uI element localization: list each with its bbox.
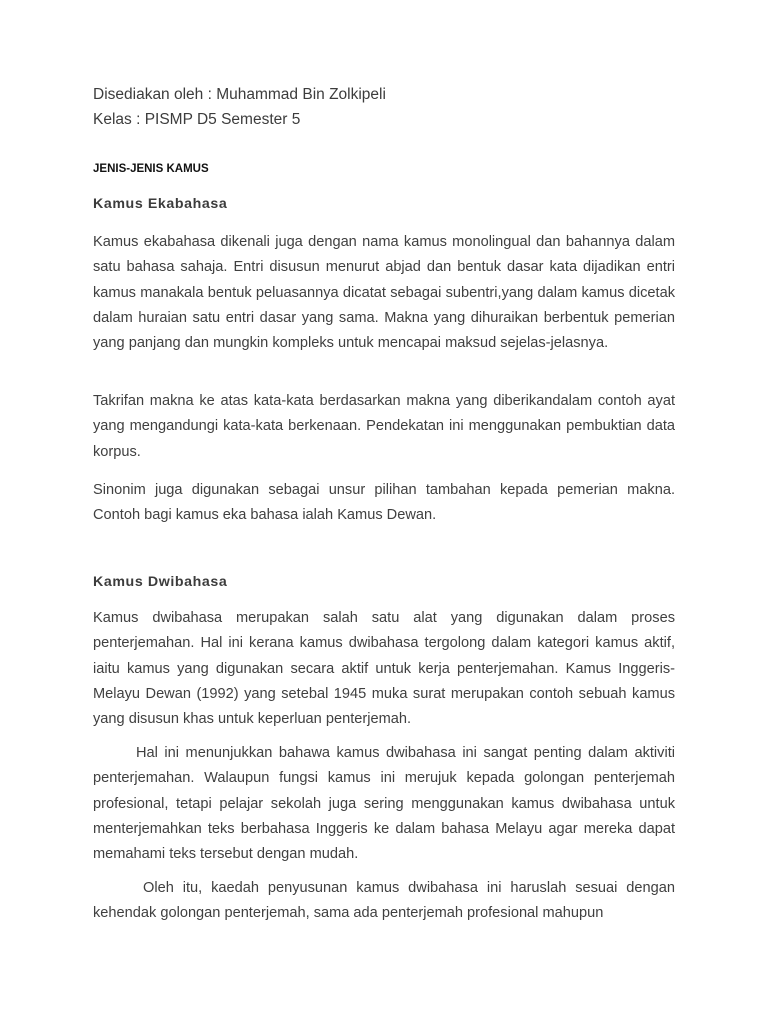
class-line: Kelas : PISMP D5 Semester 5: [93, 111, 301, 128]
paragraph: Kamus dwibahasa merupakan salah satu alat yang digunakan dalam proses penterjemahan. Hal ini kerana kamus dwibahasa tergolong dalam kategori kamus aktif, iaitu kamus yang digunakan secara aktif untuk kerja penterjemahan. Kamus Inggeris-Melayu Dewan (1992) yang setebal 1945 muka surat merupakan contoh sebuah kamus yang disusun khas untuk keperluan penterjemah.: [93, 610, 675, 728]
paragraph: Oleh itu, kaedah penyusunan kamus dwibahasa ini haruslah sesuai dengan kehendak golongan penterjemah, sama ada penterjemah profesional mahupun: [93, 880, 675, 922]
document-title: JENIS-JENIS KAMUS: [93, 163, 209, 175]
paragraph: Hal ini menunjukkan bahawa kamus dwibahasa ini sangat penting dalam aktiviti penterjemahan. Walaupun fungsi kamus ini merujuk kepada golongan penterjemah profesional, tetapi pelajar sekolah juga sering menggunakan kamus dwibahasa untuk menterjemahkan teks berbahasa Inggeris ke dalam bahasa Melayu agar mereka dapat memahami teks tersebut dengan mudah.: [93, 745, 675, 863]
section-heading-dwibahasa: Kamus Dwibahasa: [93, 574, 228, 590]
paragraph: Kamus ekabahasa dikenali juga dengan nama kamus monolingual dan bahannya dalam satu bahasa sahaja. Entri disusun menurut abjad dan bentuk dasar kata dijadikan entri kamus manakala bentuk peluasannya dicatat sebagai subentri,yang dalam kamus dicetak dalam huraian satu entri dasar yang sama. Makna yang dihuraikan berbentuk pemerian yang panjang dan mungkin kompleks untuk mencapai maksud sejelas-jelasnya.: [93, 234, 675, 352]
section-heading-ekabahasa: Kamus Ekabahasa: [93, 196, 228, 212]
paragraph: Takrifan makna ke atas kata-kata berdasarkan makna yang diberikandalam contoh ayat yang mengandungi kata-kata berkenaan. Pendekatan ini menggunakan pembuktian data korpus.: [93, 393, 675, 460]
prepared-by-line: Disediakan oleh : Muhammad Bin Zolkipeli: [93, 86, 386, 103]
paragraph: Sinonim juga digunakan sebagai unsur pilihan tambahan kepada pemerian makna. Contoh bagi kamus eka bahasa ialah Kamus Dewan.: [93, 482, 675, 524]
